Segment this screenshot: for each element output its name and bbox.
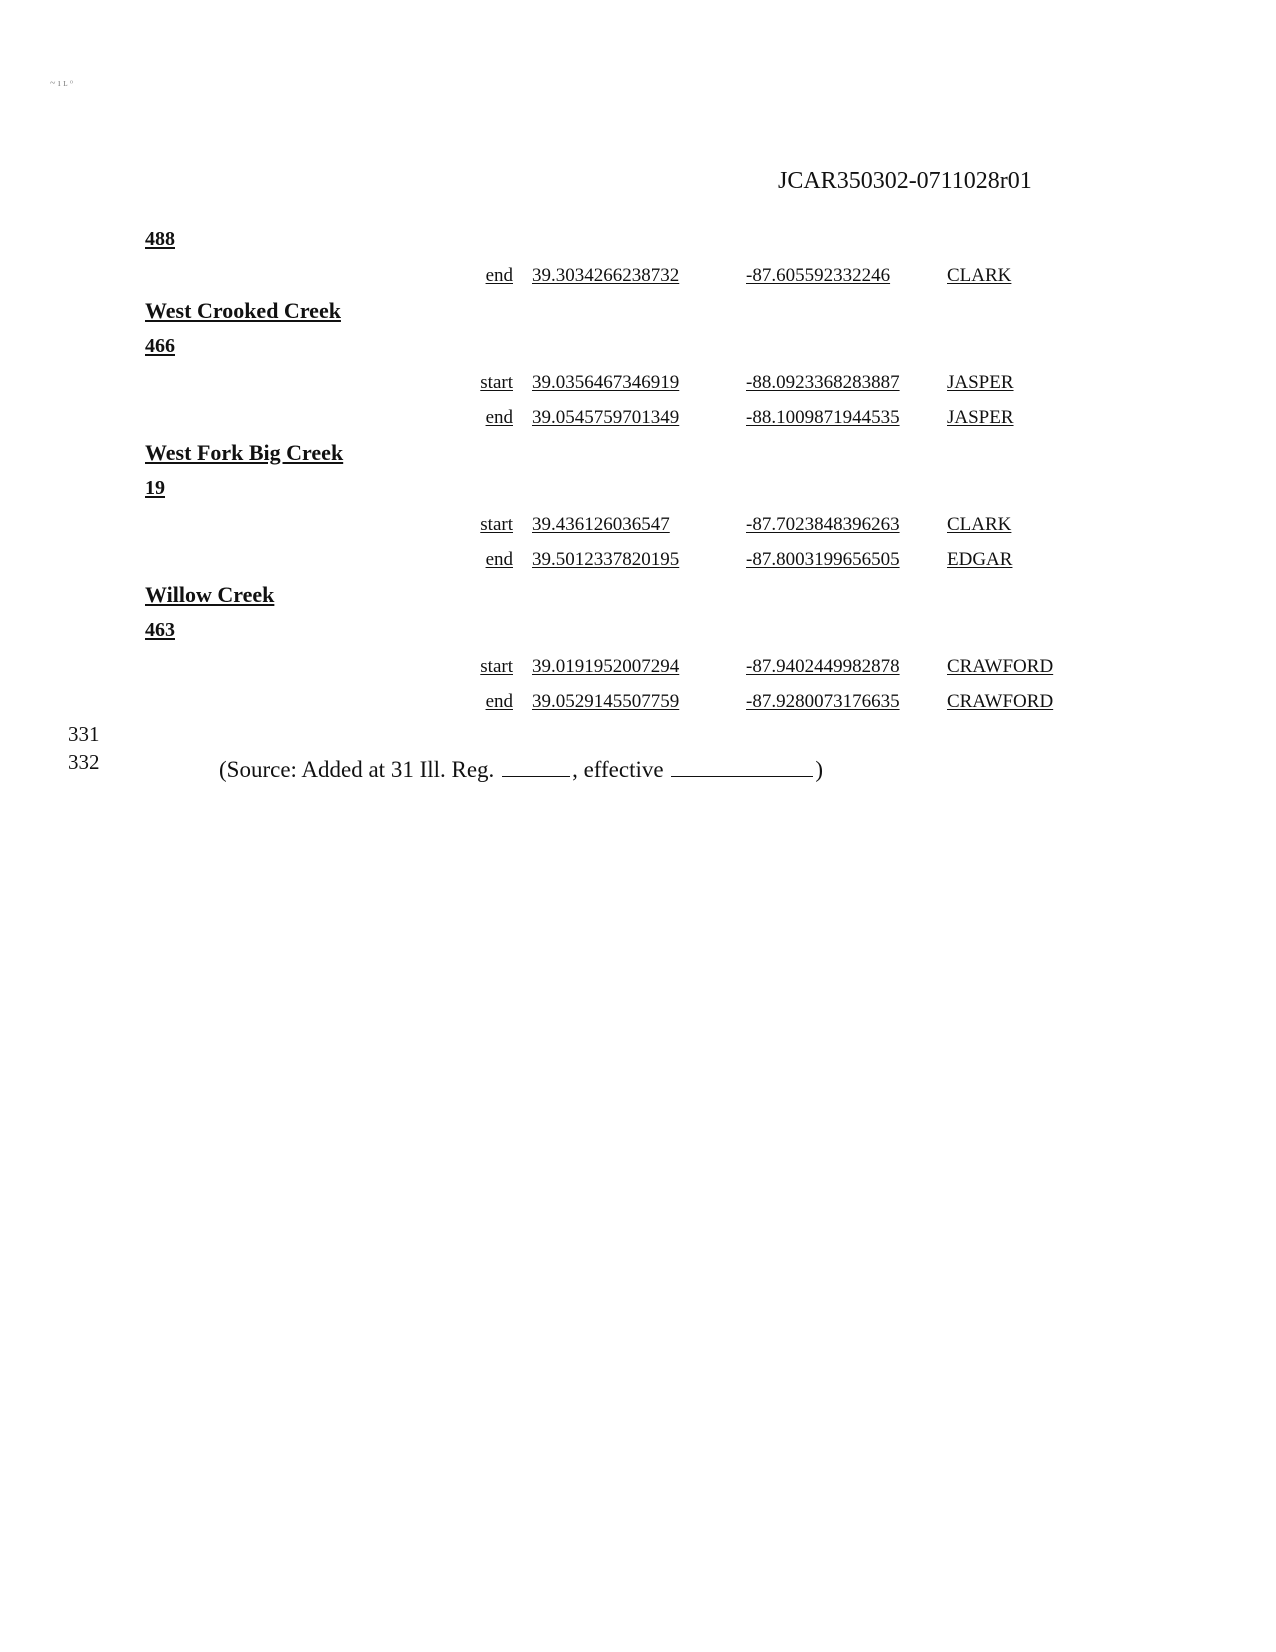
segment-number: 488 <box>145 228 175 250</box>
longitude: -87.8003199656505 <box>746 549 900 570</box>
line-number: 331 <box>68 722 100 746</box>
county: CLARK <box>947 265 1012 286</box>
longitude: -87.605592332246 <box>746 265 891 286</box>
point-type: start <box>480 372 513 393</box>
county: CRAWFORD <box>947 656 1054 677</box>
longitude: -88.1009871944535 <box>746 407 900 428</box>
county: JASPER <box>947 372 1014 393</box>
segment-number: 463 <box>145 619 175 641</box>
document-id: JCAR350302-0711028r01 <box>778 168 1032 194</box>
longitude: -87.9402449982878 <box>746 656 900 677</box>
scan-speck: ~ ı ʟ ᵒ <box>50 78 73 89</box>
latitude: 39.3034266238732 <box>532 265 680 286</box>
source-prefix: (Source: Added at 31 Ill. Reg. <box>219 757 501 782</box>
effective-blank <box>671 775 813 777</box>
source-mid: , effective <box>572 757 670 782</box>
latitude: 39.436126036547 <box>532 514 670 535</box>
source-note <box>219 757 823 783</box>
source-suffix: ) <box>815 757 824 782</box>
point-type: start <box>480 514 513 535</box>
county: EDGAR <box>947 549 1013 570</box>
latitude: 39.0545759701349 <box>532 407 680 428</box>
segment-number: 466 <box>145 335 175 357</box>
point-type: end <box>485 691 513 712</box>
line-number: 332 <box>68 750 100 774</box>
latitude: 39.0191952007294 <box>532 656 680 677</box>
county: CLARK <box>947 514 1012 535</box>
point-type: end <box>485 407 513 428</box>
reg-blank <box>502 775 570 777</box>
stream-name: West Fork Big Creek <box>145 440 344 465</box>
latitude: 39.5012337820195 <box>532 549 680 570</box>
county: CRAWFORD <box>947 691 1054 712</box>
point-type: end <box>485 549 513 570</box>
latitude: 39.0356467346919 <box>532 372 680 393</box>
latitude: 39.0529145507759 <box>532 691 680 712</box>
segment-number: 19 <box>145 477 165 499</box>
point-type: end <box>485 265 513 286</box>
point-type: start <box>480 656 513 677</box>
stream-name: Willow Creek <box>145 582 275 607</box>
county: JASPER <box>947 407 1014 428</box>
longitude: -87.9280073176635 <box>746 691 900 712</box>
stream-name: West Crooked Creek <box>145 298 341 323</box>
longitude: -87.7023848396263 <box>746 514 900 535</box>
longitude: -88.0923368283887 <box>746 372 900 393</box>
